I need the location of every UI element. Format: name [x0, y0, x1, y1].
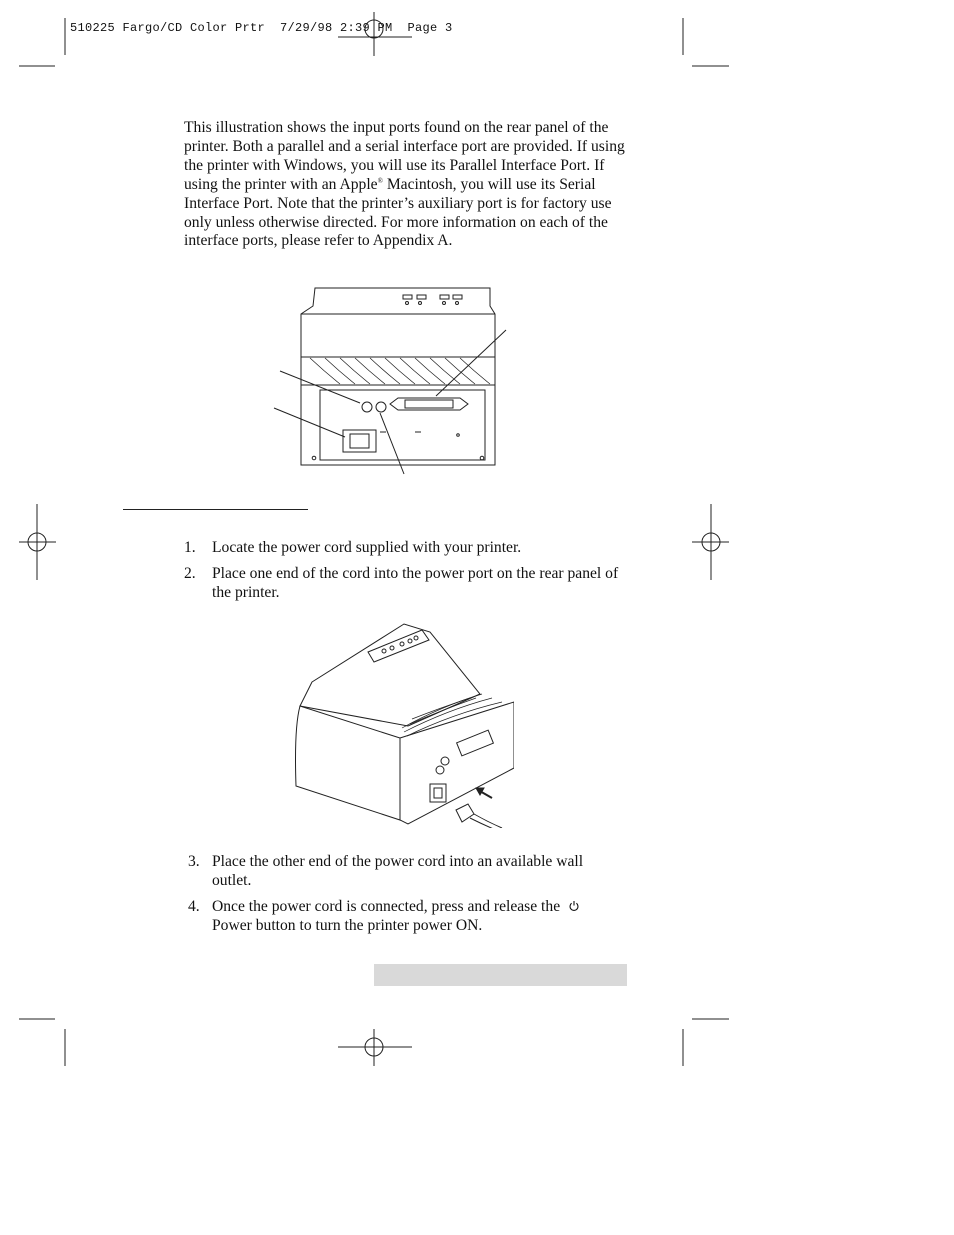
print-slug: 510225 Fargo/CD Color Prtr 7/29/98 2:39 PM Page 3: [70, 21, 453, 35]
power-plug: [456, 804, 474, 822]
rear-panel-illustration: [270, 282, 520, 478]
list-item: [184, 898, 624, 936]
list-item: [184, 853, 624, 891]
power-cord-illustration: [292, 618, 514, 828]
intro-paragraph: [184, 119, 629, 251]
list-item: [184, 539, 624, 558]
intro-text: This illustration shows the input ports found on the rear panel of the printer. Both a parallel and a serial interface port are provided. If using the printer with Windows, you will use its Parallel Interface Port. If using the printer with an Apple: [184, 119, 625, 193]
registration-mark-top: [338, 12, 412, 56]
step-text: Place the other end of the power cord into an available wall outlet.: [212, 853, 584, 889]
registration-mark-left: [19, 504, 56, 580]
registration-mark-bottom: [338, 1029, 412, 1066]
section-rule: [123, 509, 308, 510]
step-number: 2.: [184, 564, 196, 582]
steps-list-a: [184, 539, 624, 610]
registered-mark: ®: [377, 176, 383, 185]
step-number: 1.: [184, 539, 196, 556]
step-text: Place one end of the cord into the power port on the rear panel of the printer.: [212, 564, 619, 601]
step-text: Locate the power cord supplied with your printer.: [212, 539, 522, 556]
list-item: [184, 565, 624, 603]
registration-mark-right: [692, 504, 729, 580]
footer-bar: [374, 964, 627, 986]
step-number: 4.: [188, 897, 200, 915]
power-icon: [568, 900, 580, 912]
steps-list-b: [184, 853, 624, 943]
step-text-continued: Power button to turn the printer power ON.: [212, 916, 483, 934]
step-text: Once the power cord is connected, press and release the: [212, 897, 561, 915]
step-number: 3.: [188, 853, 200, 870]
intro-text-continued: Macintosh, you will use its Serial Interface Port. Note that the printer’s auxiliary port is for factory use only unless otherwise directed. For more information on each of the interface ports, please refer to Appendix A.: [184, 175, 612, 250]
